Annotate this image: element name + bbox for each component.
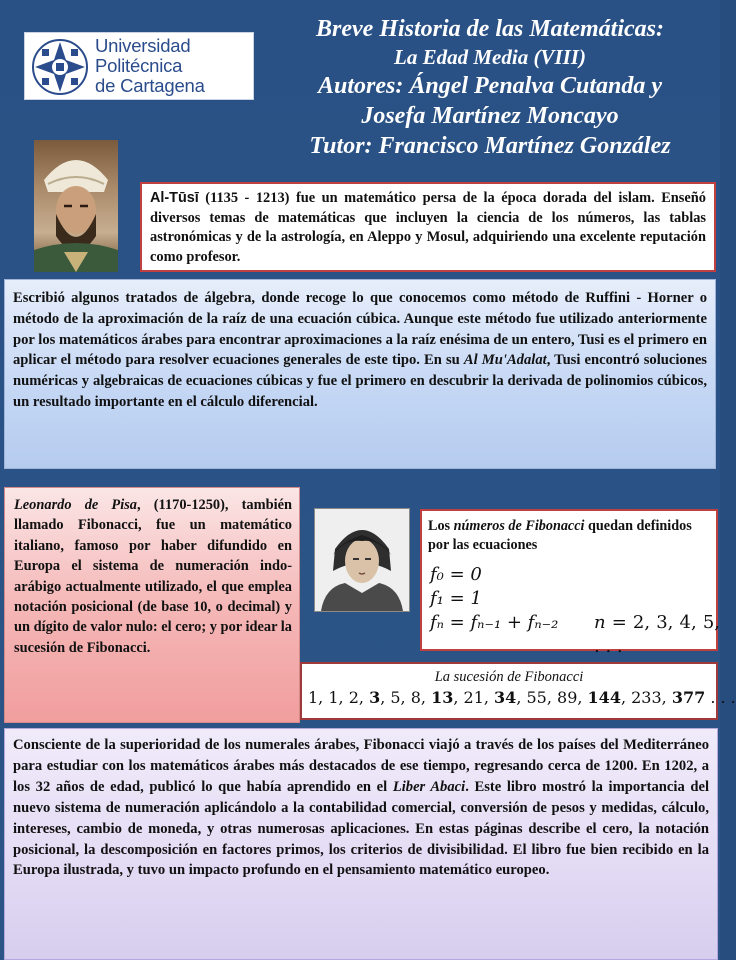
ruffini-text-b: , Tusi encontró soluciones numéricas y algebraicas de ecuaciones cúbicas y fue el primero en descubrir la derivada de polinomios cúbicos, un resultado importante en el cálculo diferencial. — [13, 352, 707, 410]
leonardo-name: Leonardo de Pisa — [14, 497, 138, 513]
authors-line-2: Josefa Martínez Moncayo — [361, 103, 619, 129]
definitions-intro-b: quedan definidos por las ecuaciones — [428, 518, 692, 553]
fibonacci-sequence-box — [300, 662, 736, 720]
sequence-title: La sucesión de Fibonacci — [434, 669, 584, 685]
fibonacci-definitions-box — [420, 509, 720, 657]
al-tusi-portrait-drawing — [34, 140, 118, 272]
fibonacci-portrait-drawing — [315, 509, 409, 611]
liber-text-a: Consciente de la superioridad de los numerales árabes, Fibonacci viajó a través de los países del Mediterráneo para estudiar con los matemáticos árabes más destacados de ese tiempo, regresando cerca de 1200. En 1202, a los 32 años de edad, publicó lo que había aprendido en el — [13, 737, 709, 795]
liber-abaci-box — [4, 728, 718, 960]
equation-fn: fₙ = fₙ₋₁ + fₙ₋₂ — [430, 612, 559, 633]
poster-subtitle: La Edad Media (VIII) — [394, 45, 586, 69]
seq-part-e: , 233, — [620, 688, 672, 707]
poster-title: Breve Historia de las Matemáticas: — [316, 16, 664, 42]
al-muadalat-title: Al Mu'Adalat — [463, 352, 547, 369]
upct-emblem-icon — [31, 38, 89, 96]
university-name-line2: Politécnica — [95, 55, 183, 76]
range-variable: n — [594, 612, 606, 633]
fibonacci-equations — [430, 563, 720, 657]
liber-abaci-title: Liber Abaci — [392, 778, 466, 795]
seq-bold-5: 377 — [671, 688, 706, 707]
ruffini-method-box — [4, 279, 716, 469]
equation-range — [594, 611, 720, 659]
equation-f0: f₀ = 0 — [430, 564, 482, 585]
range-values: = 2, 3, 4, 5, . . . — [594, 612, 720, 657]
definitions-intro — [428, 517, 710, 555]
university-logo — [24, 32, 254, 100]
seq-part-f: . . . — [705, 688, 736, 707]
university-name — [95, 36, 251, 96]
seq-bold-2: 13 — [431, 688, 454, 707]
sequence-values — [308, 686, 736, 710]
seq-part-a: 1, 1, 2, — [308, 688, 370, 707]
leonardo-box — [4, 487, 300, 723]
ruffini-text-a: Escribió algunos tratados de álgebra, donde recoge lo que conocemos como método de Ruffini - Horner o método de la aproximación de la raíz de una ecuación cúbica. Aunque este método fue utilizado anteriormente por los matemáticos árabes para encontrar aproximaciones a la raíz enésima de un entero, Tusi es el primero en aplicar el método para resolver ecuaciones generales de este tipo. En su — [13, 290, 707, 369]
poster-header — [250, 14, 730, 161]
equation-f1: f₁ = 1 — [430, 588, 482, 609]
liber-text-b: . Este libro mostró la importancia del nuevo sistema de numeración aplicándolo a la contabilidad comercial, conversión de pesos y medidas, cálculo, intereses, cambio de moneda, y otras numerosas aplicaciones. En estas páginas describe el cero, la notación posicional, la descomposición en factores primos, los criterios de divisibilidad. El libro fue bien recibido en la Europa ilustrada, y tuvo un impacto profundo en el pensamiento matemático europeo. — [13, 778, 710, 879]
seq-bold-1: 3 — [369, 688, 381, 707]
definitions-intro-a: Los — [428, 518, 454, 534]
definitions-intro-em: números de Fibonacci — [453, 518, 585, 534]
seq-part-c: , 21, — [453, 688, 495, 707]
al-tusi-name: Al-Tūsī — [150, 190, 199, 206]
university-name-line3: de Cartagena — [95, 75, 205, 96]
tutor-line: Tutor: Francisco Martínez González — [309, 133, 671, 159]
al-tusi-text: (1135 - 1213) fue un matemático persa de la época dorada del islam. Enseñó diversos temas de matemáticas que incluyen la ciencia de los números, las tablas astronómicas y de la astrología, en Aleppo y Mosul, adquiriendo una excelente reputación como profesor. — [150, 190, 706, 265]
leonardo-text: , (1170-1250), también llamado Fibonacci, fue un matemático italiano, famoso por haber difundido en Europa el sistema de numeración indo-arábigo actualmente utilizado, el que emplea notación posicional (de base 10, o decimal) y un dígito de valor nulo: el cero; y por idear la sucesión de Fibonacci. — [14, 497, 292, 656]
fibonacci-portrait — [314, 508, 410, 612]
seq-part-b: , 5, 8, — [380, 688, 432, 707]
seq-bold-4: 144 — [587, 688, 621, 707]
al-tusi-box — [140, 182, 716, 272]
authors-line-1: Autores: Ángel Penalva Cutanda y — [317, 73, 663, 99]
al-tusi-portrait — [34, 140, 118, 272]
university-name-line1: Universidad — [95, 35, 191, 56]
seq-bold-3: 34 — [494, 688, 517, 707]
seq-part-d: , 55, 89, — [516, 688, 588, 707]
